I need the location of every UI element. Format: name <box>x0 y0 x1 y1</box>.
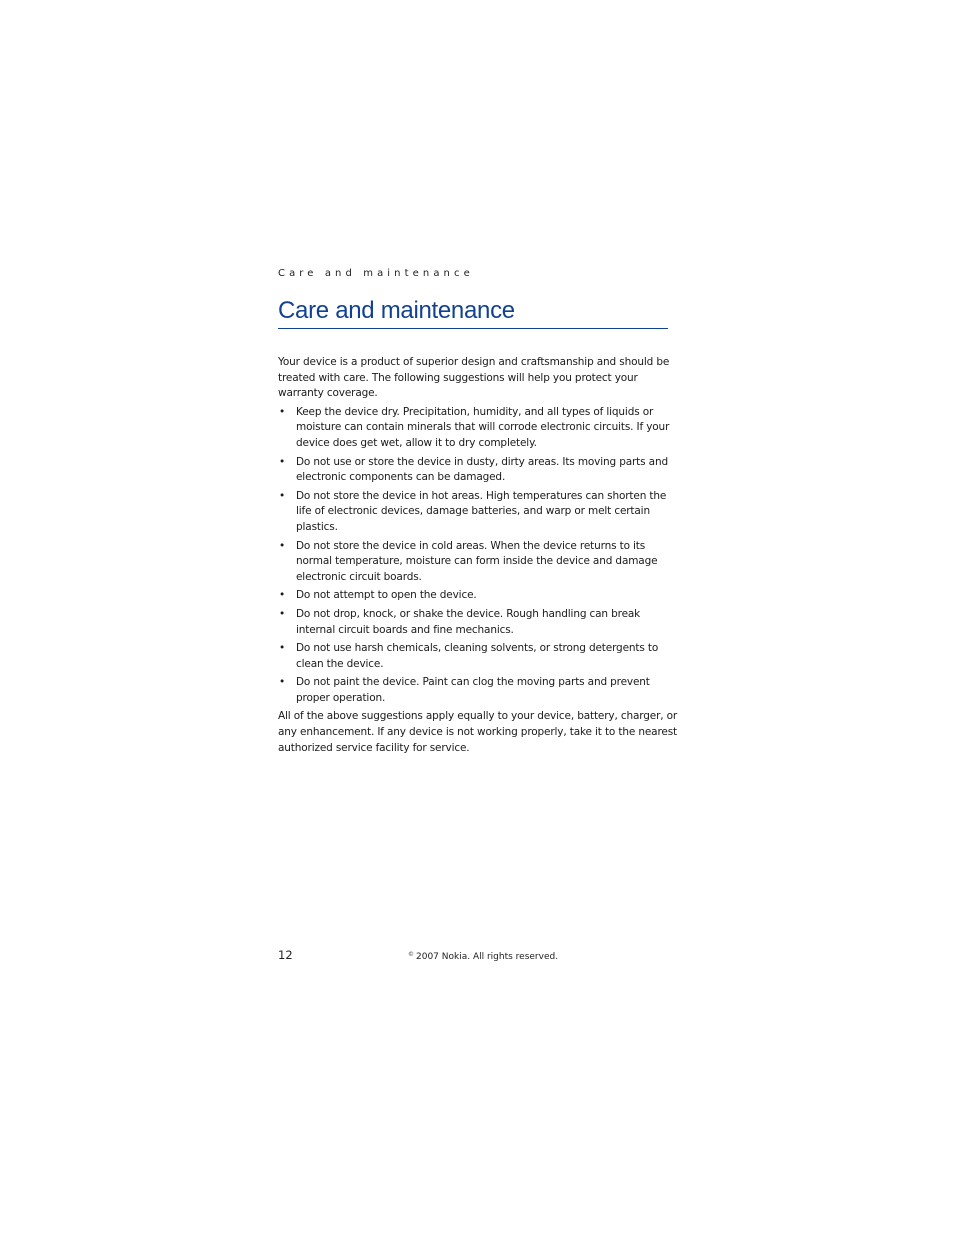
list-item-text: Keep the device dry. Precipitation, humidity, and all types of liquids or moisture can contain minerals that will corrode electronic circuits. If your device does get wet, allow it to dry completely. <box>296 405 670 449</box>
bullet-icon: • <box>279 589 286 602</box>
bullet-icon: • <box>279 607 286 620</box>
list-item <box>278 675 678 706</box>
list-item-text: Do not drop, knock, or shake the device. Rough handling can break internal circuit boards and fine mechanics. <box>296 607 641 636</box>
closing-paragraph: All of the above suggestions apply equally to your device, battery, charger, or any enhancement. If any device is not working properly, take it to the nearest authorized service facility for service. <box>278 710 678 754</box>
copyright-text: 2007 Nokia. All rights reserved. <box>416 952 559 962</box>
page-title: Care and maintenance <box>278 296 668 329</box>
list-item-text: Do not use harsh chemicals, cleaning solvents, or strong detergents to clean the device. <box>296 642 659 670</box>
list-item-text: Do not paint the device. Paint can clog the moving parts and prevent proper operation. <box>296 676 650 704</box>
care-suggestions-list <box>278 405 678 707</box>
body-content <box>278 355 678 759</box>
bullet-icon: • <box>279 642 286 655</box>
bullet-icon: • <box>279 489 286 502</box>
copyright-icon: © <box>408 951 414 958</box>
running-header: Care and maintenance <box>278 268 474 279</box>
bullet-icon: • <box>279 405 286 418</box>
intro-paragraph: Your device is a product of superior design and craftsmanship and should be treated with care. The following suggestions will help you protect your warranty coverage. <box>278 356 670 400</box>
list-item-text: Do not store the device in cold areas. When the device returns to its normal temperature, moisture can form inside the device and damage electronic circuit boards. <box>296 539 658 583</box>
list-item <box>278 455 678 486</box>
bullet-icon: • <box>279 455 286 468</box>
list-item <box>278 641 678 672</box>
bullet-icon: • <box>279 676 286 689</box>
list-item <box>278 607 678 638</box>
list-item-text: Do not use or store the device in dusty, dirty areas. Its moving parts and electronic components can be damaged. <box>296 455 668 484</box>
bullet-icon: • <box>279 539 286 552</box>
list-item <box>278 489 678 536</box>
list-item <box>278 539 678 586</box>
list-item-text: Do not attempt to open the device. <box>296 589 477 602</box>
list-item-text: Do not store the device in hot areas. High temperatures can shorten the life of electronic devices, damage batteries, and warp or melt certain plastics. <box>296 489 667 533</box>
page-number: 12 <box>278 948 293 962</box>
list-item <box>278 405 678 452</box>
copyright-notice <box>408 951 558 962</box>
list-item <box>278 588 678 604</box>
